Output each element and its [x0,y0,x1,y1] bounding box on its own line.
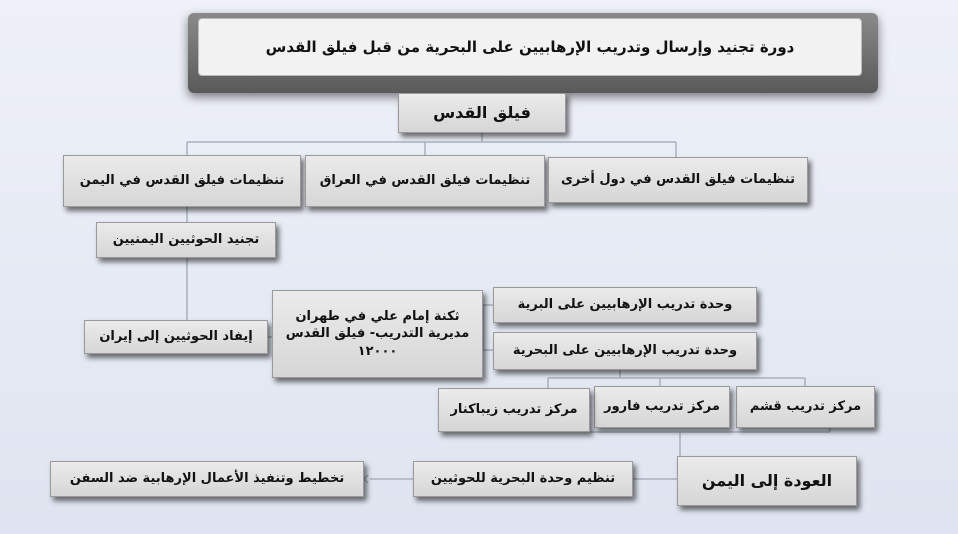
barracks-line-2: مديرية التدريب- فيلق القدس [285,326,470,342]
node-imam-ali-barracks [272,290,483,378]
node-yemen-organizations: تنظيمات فيلق القدس في اليمن [63,155,301,207]
node-land-training-unit: وحدة تدريب الإرهابيين على البرية [493,287,757,323]
node-send-houthis-to-iran: إيفاد الحوثيين إلى إيران [84,320,268,354]
barracks-line-1: ثكنة إمام علي في طهران [295,308,460,324]
diagram-title: دورة تجنيد وإرسال وتدريب الإرهابيين على البحرية من قبل فيلق القدس [198,18,862,76]
node-farur-training-center: مركز تدريب فارور [594,386,730,428]
node-qeshm-training-center: مركز تدريب قشم [736,386,875,428]
node-other-countries-organizations: تنظيمات فيلق القدس في دول أخرى [548,157,808,203]
node-recruit-houthis: تجنيد الحوثيين اليمنيين [96,222,276,258]
barracks-line-3: ۱۲۰۰۰ [357,343,398,359]
root-node-quds-force: فيلق القدس [398,93,566,133]
node-plan-attacks-on-ships: تخطيط وتنفيذ الأعمال الإرهابية ضد السفن [50,461,364,497]
node-iraq-organizations: تنظيمات فيلق القدس في العراق [305,155,545,207]
node-zibakenar-training-center: مركز تدريب زيباكنار [438,388,590,432]
node-return-to-yemen: العودة إلى اليمن [677,456,857,506]
node-organize-houthi-naval-unit: تنظيم وحدة البحرية للحوثيين [413,461,633,497]
node-naval-training-unit: وحدة تدريب الإرهابيين على البحرية [493,332,757,370]
